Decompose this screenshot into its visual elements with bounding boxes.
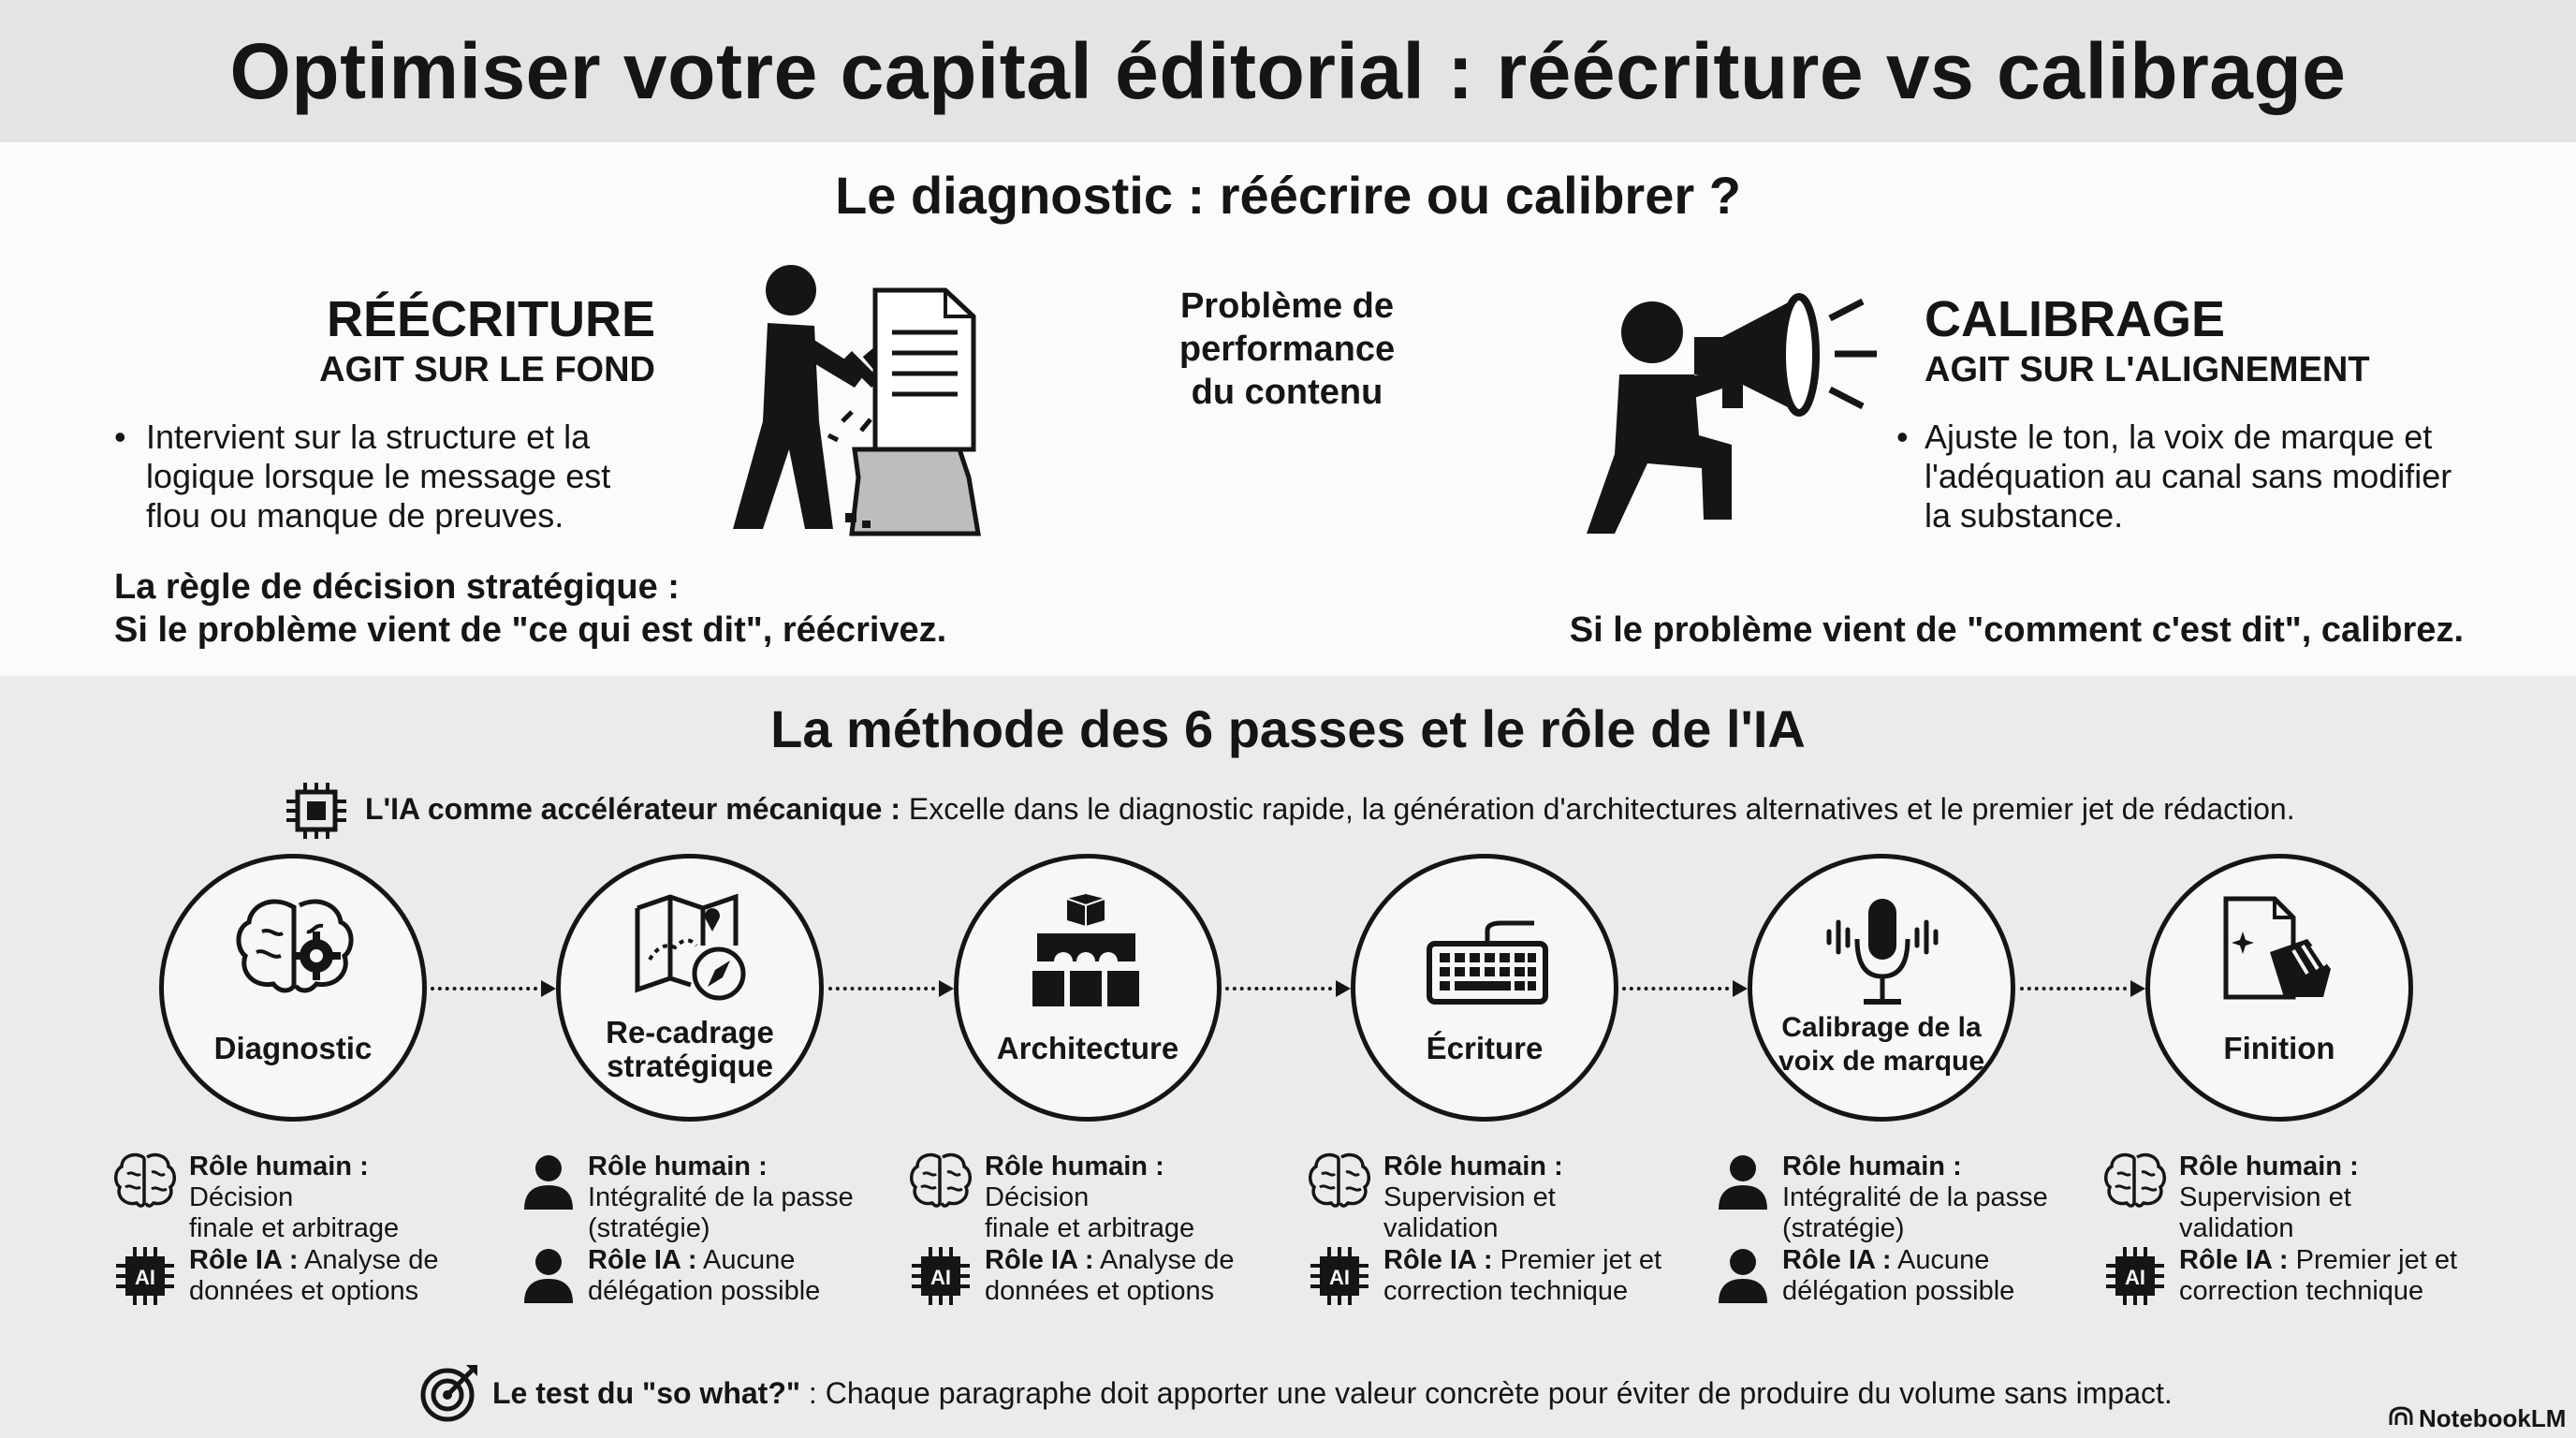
calibrate-bullet-line: la substance. <box>1925 496 2124 535</box>
person-icon <box>522 1153 575 1210</box>
role-ai-text: délégation possible <box>588 1276 821 1306</box>
so-what-test <box>492 1376 2173 1411</box>
step-label-line: stratégique <box>607 1049 773 1083</box>
ia-accelerator-text: Excelle dans le diagnostic rapide, la génération d'architectures alternatives et le premier jet de rédaction. <box>900 792 2295 826</box>
role-ai-label: Rôle IA : <box>588 1245 697 1275</box>
role-human-text: finale et arbitrage <box>985 1213 1195 1243</box>
role-human-text: Supervision et validation <box>2179 1182 2351 1243</box>
calibrate-title: CALIBRAGE <box>1925 291 2225 347</box>
person-icon <box>1717 1153 1769 1210</box>
step-label-calibrage <box>1755 1011 2008 1078</box>
role-human-text: Intégralité de la passe <box>1782 1182 2048 1212</box>
svg-text:AI: AI <box>135 1266 155 1289</box>
step-connector <box>1622 987 1736 990</box>
ai-chip-icon <box>114 1245 176 1307</box>
central-problem <box>1147 285 1427 414</box>
rewrite-bullet-dot: • <box>114 418 126 456</box>
role-human-text: (stratégie) <box>1782 1213 1905 1243</box>
step-label-architecture <box>961 1032 1214 1065</box>
role-ai-text: Analyse de <box>298 1245 439 1275</box>
arrow-right-icon <box>1733 980 1748 997</box>
role-ai-architecture <box>985 1245 1266 1307</box>
decision-rule <box>114 565 946 652</box>
megaphone-person-icon <box>1582 281 1891 538</box>
ia-accelerator-note <box>365 792 2295 827</box>
target-icon <box>419 1363 479 1423</box>
role-ai-label: Rôle IA : <box>2179 1245 2289 1275</box>
map-compass-icon <box>633 889 750 1002</box>
role-ai-label: Rôle IA : <box>1782 1245 1892 1275</box>
cpu-chip-icon <box>281 781 352 843</box>
blocks-icon <box>1028 894 1145 1011</box>
role-ai-label: Rôle IA : <box>189 1245 299 1275</box>
notebooklm-logo-icon <box>2389 1406 2413 1427</box>
so-what-label: Le test du "so what?" <box>492 1376 801 1410</box>
calibrate-subtitle: AGIT SUR L'ALIGNEMENT <box>1925 350 2370 389</box>
rewrite-bullet <box>146 418 610 536</box>
polish-document-icon <box>2218 894 2340 1011</box>
arrow-right-icon <box>1336 980 1351 997</box>
role-human-label: Rôle humain : <box>189 1152 369 1181</box>
role-human-label: Rôle humain : <box>588 1152 768 1181</box>
step-label-line: Finition <box>2223 1031 2335 1065</box>
calibrate-rule: Si le problème vient de "comment c'est dit", calibrez. <box>1569 610 2464 650</box>
role-ai-calibrage <box>1782 1245 2063 1307</box>
step-label-line: Écriture <box>1426 1031 1544 1065</box>
calibrate-bullet-line: Ajuste le ton, la voix de marque et <box>1925 418 2433 456</box>
person-icon <box>1717 1247 1769 1303</box>
arrow-right-icon <box>2130 980 2145 997</box>
calibrate-bullet-line: l'adéquation au canal sans modifier <box>1925 457 2452 495</box>
rewrite-title: RÉÉCRITURE <box>326 291 655 347</box>
brain-icon <box>114 1152 176 1210</box>
so-what-text: : Chaque paragraphe doit apporter une valeur concrète pour éviter de produire du volume sans impact. <box>800 1376 2173 1410</box>
brain-icon <box>910 1152 972 1210</box>
step-connector <box>1225 987 1339 990</box>
microphone-icon <box>1822 894 1943 1011</box>
ai-chip-icon <box>2104 1245 2166 1307</box>
arrow-right-icon <box>541 980 556 997</box>
role-human-finition <box>2179 1152 2460 1244</box>
role-human-architecture <box>985 1152 1266 1244</box>
rewrite-bullet-line: Intervient sur la structure et la <box>146 418 591 456</box>
role-human-calibrage <box>1782 1152 2063 1244</box>
role-human-text: Intégralité de la passe <box>588 1182 854 1212</box>
step-connector <box>431 987 545 990</box>
role-human-label: Rôle humain : <box>2179 1152 2359 1181</box>
calibrate-bullet <box>1925 418 2452 536</box>
brain-gear-icon <box>234 894 356 997</box>
step-label-diagnostic <box>167 1032 419 1065</box>
role-ai-text: données et options <box>189 1276 419 1306</box>
role-human-text: Décision <box>985 1182 1090 1212</box>
ai-chip-icon <box>1309 1245 1370 1307</box>
svg-text:AI: AI <box>2125 1266 2145 1289</box>
role-human-text: (stratégie) <box>588 1213 710 1243</box>
brain-icon <box>1309 1152 1370 1210</box>
brain-icon <box>2104 1152 2166 1210</box>
keyboard-icon <box>1427 916 1548 1005</box>
role-ai-text: Aucune <box>696 1245 796 1275</box>
role-ai-ecriture <box>1383 1245 1664 1307</box>
svg-text:AI: AI <box>930 1266 951 1289</box>
ai-chip-icon <box>910 1245 972 1307</box>
role-human-text: Supervision et validation <box>1383 1182 1556 1243</box>
rewrite-subtitle: AGIT SUR LE FOND <box>319 350 655 389</box>
arrow-right-icon <box>939 980 954 997</box>
step-label-finition <box>2153 1032 2406 1065</box>
decision-rule-label: La règle de décision stratégique : <box>114 567 680 607</box>
svg-text:AI: AI <box>1329 1266 1350 1289</box>
role-ai-text: données et options <box>985 1276 1215 1306</box>
role-ai-recadrage <box>588 1245 869 1307</box>
role-ai-text: délégation possible <box>1782 1276 2015 1306</box>
diagnostic-heading: Le diagnostic : réécrire ou calibrer ? <box>835 166 1741 225</box>
rewrite-rule: Si le problème vient de "ce qui est dit", réécrivez. <box>114 610 947 650</box>
role-ai-text: Analyse de <box>1093 1245 1235 1275</box>
role-human-label: Rôle humain : <box>985 1152 1164 1181</box>
role-ai-label: Rôle IA : <box>985 1245 1094 1275</box>
step-connector <box>2020 987 2134 990</box>
central-problem-line: performance <box>1178 330 1396 369</box>
role-ai-label: Rôle IA : <box>1383 1245 1493 1275</box>
hammer-worker-icon <box>688 262 992 543</box>
brand-label: NotebookLM <box>2419 1404 2567 1432</box>
step-connector <box>828 987 943 990</box>
step-label-ecriture <box>1358 1032 1611 1065</box>
step-label-line: Re-cadrage <box>606 1015 774 1049</box>
rewrite-bullet-line: logique lorsque le message est <box>146 457 611 495</box>
role-ai-text: Premier jet et <box>1492 1245 1662 1275</box>
page-title: Optimiser votre capital éditorial : réécriture vs calibrage <box>229 27 2347 115</box>
step-label-line: Architecture <box>996 1031 1179 1065</box>
role-human-recadrage <box>588 1152 869 1244</box>
role-human-ecriture <box>1383 1152 1664 1244</box>
role-human-text: finale et arbitrage <box>189 1213 400 1243</box>
step-label-line: voix de marque <box>1778 1046 1985 1077</box>
step-label-line: Diagnostic <box>213 1031 373 1065</box>
role-ai-text: correction technique <box>1383 1276 1629 1306</box>
step-label-recadrage <box>564 1016 816 1083</box>
role-ai-text: Aucune <box>1891 1245 1990 1275</box>
method-heading: La méthode des 6 passes et le rôle de l'IA <box>770 699 1806 758</box>
rewrite-bullet-line: flou ou manque de preuves. <box>146 496 564 535</box>
role-human-label: Rôle humain : <box>1782 1152 1962 1181</box>
step-label-line: Calibrage de la <box>1781 1012 1982 1043</box>
role-ai-finition <box>2179 1245 2460 1307</box>
role-human-diagnostic <box>189 1152 470 1244</box>
person-icon <box>522 1247 575 1303</box>
role-ai-diagnostic <box>189 1245 470 1307</box>
role-human-label: Rôle humain : <box>1383 1152 1563 1181</box>
calibrate-bullet-dot: • <box>1896 418 1909 456</box>
role-ai-text: Premier jet et <box>2288 1245 2458 1275</box>
central-problem-line: du contenu <box>1191 373 1383 412</box>
central-problem-line: Problème de <box>1179 286 1395 326</box>
role-ai-text: correction technique <box>2179 1276 2424 1306</box>
ia-accelerator-label: L'IA comme accélérateur mécanique : <box>365 792 900 826</box>
role-human-text: Décision <box>189 1182 294 1212</box>
